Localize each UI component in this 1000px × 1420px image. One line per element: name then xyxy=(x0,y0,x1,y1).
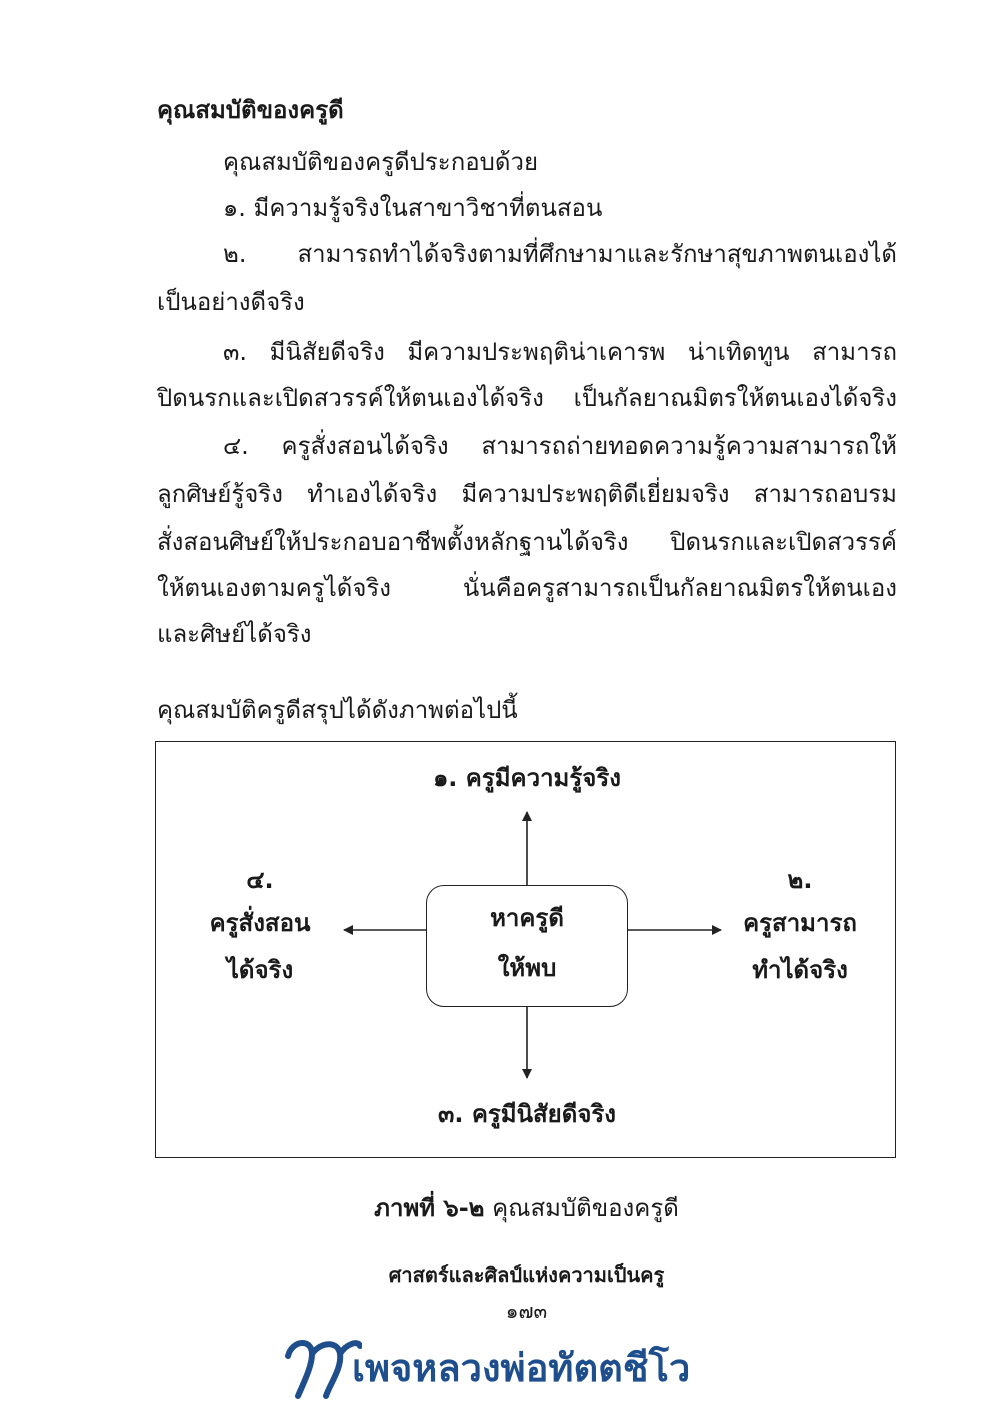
section-heading: คุณสมบัติของครูดี xyxy=(157,96,344,124)
figure-label-left-line-1: ครูสั่งสอน xyxy=(209,909,311,937)
paragraph-item-4-line-2: ลูกศิษย์รู้จริง ทำเองได้จริง มีความประพฤติดีเยี่ยมจริง สามารถอบรม xyxy=(157,480,897,508)
figure-label-right-line-1: ครูสามารถ xyxy=(743,909,857,937)
paragraph-item-4-line-5: และศิษย์ได้จริง xyxy=(157,620,312,648)
paragraph-item-1: ๑. มีความรู้จริงในสาขาวิชาที่ตนสอน xyxy=(223,194,603,222)
figure-label-right-number: ๒. xyxy=(787,866,813,894)
footer-page-number: ๑๗๓ xyxy=(505,1299,548,1323)
paragraph-intro: คุณสมบัติของครูดีประกอบด้วย xyxy=(223,148,538,176)
paragraph-item-3-line-2: ปิดนรกและเปิดสวรรค์ให้ตนเองได้จริง เป็นกัลยาณมิตรให้ตนเองได้จริง xyxy=(157,384,897,412)
paragraph-item-3-line-1: ๓. มีนิสัยดีจริง มีความประพฤติน่าเคารพ น่าเทิดทูน สามารถ xyxy=(223,338,897,366)
figure-caption-text: คุณสมบัติของครูดี xyxy=(492,1194,679,1222)
paragraph-summary: คุณสมบัติครูดีสรุปได้ดังภาพต่อไปนี้ xyxy=(157,696,518,724)
figure-label-top: ๑. ครูมีความรู้จริง xyxy=(433,764,621,792)
figure-caption-label: ภาพที่ ๖-๒ xyxy=(374,1194,485,1222)
footer-book-title: ศาสตร์และศิลป์แห่งความเป็นครู xyxy=(388,1263,665,1287)
brand-mark-icon xyxy=(282,1332,362,1404)
figure-label-left-number: ๔. xyxy=(246,866,274,894)
paragraph-item-4-line-3: สั่งสอนศิษย์ให้ประกอบอาชีพตั้งหลักฐานได้จริง ปิดนรกและเปิดสวรรค์ xyxy=(157,528,897,556)
figure-label-bottom: ๓. ครูมีนิสัยดีจริง xyxy=(437,1100,617,1128)
paragraph-item-2-line-1: ๒. สามารถทำได้จริงตามที่ศึกษามาและรักษาสุขภาพตนเองได้ xyxy=(223,240,897,268)
figure-label-right-line-2: ทำได้จริง xyxy=(752,956,848,984)
figure-caption xyxy=(0,1188,1000,1228)
paragraph-item-4-line-4: ให้ตนเองตามครูได้จริง นั่นคือครูสามารถเป็นกัลยาณมิตรให้ตนเอง xyxy=(157,574,897,602)
paragraph-item-4-line-1: ๔. ครูสั่งสอนได้จริง สามารถถ่ายทอดความรู้ความสามารถให้ xyxy=(223,432,897,460)
brand-logo xyxy=(282,1332,722,1404)
figure-label-left-line-2: ได้จริง xyxy=(226,956,294,984)
brand-text: เพจหลวงพ่อทัตตชีโว xyxy=(352,1345,691,1390)
figure-center-line-2: ให้พบ xyxy=(497,954,557,982)
figure-center-line-1: หาครูดี xyxy=(490,904,564,932)
paragraph-item-2-line-2: เป็นอย่างดีจริง xyxy=(157,288,305,316)
